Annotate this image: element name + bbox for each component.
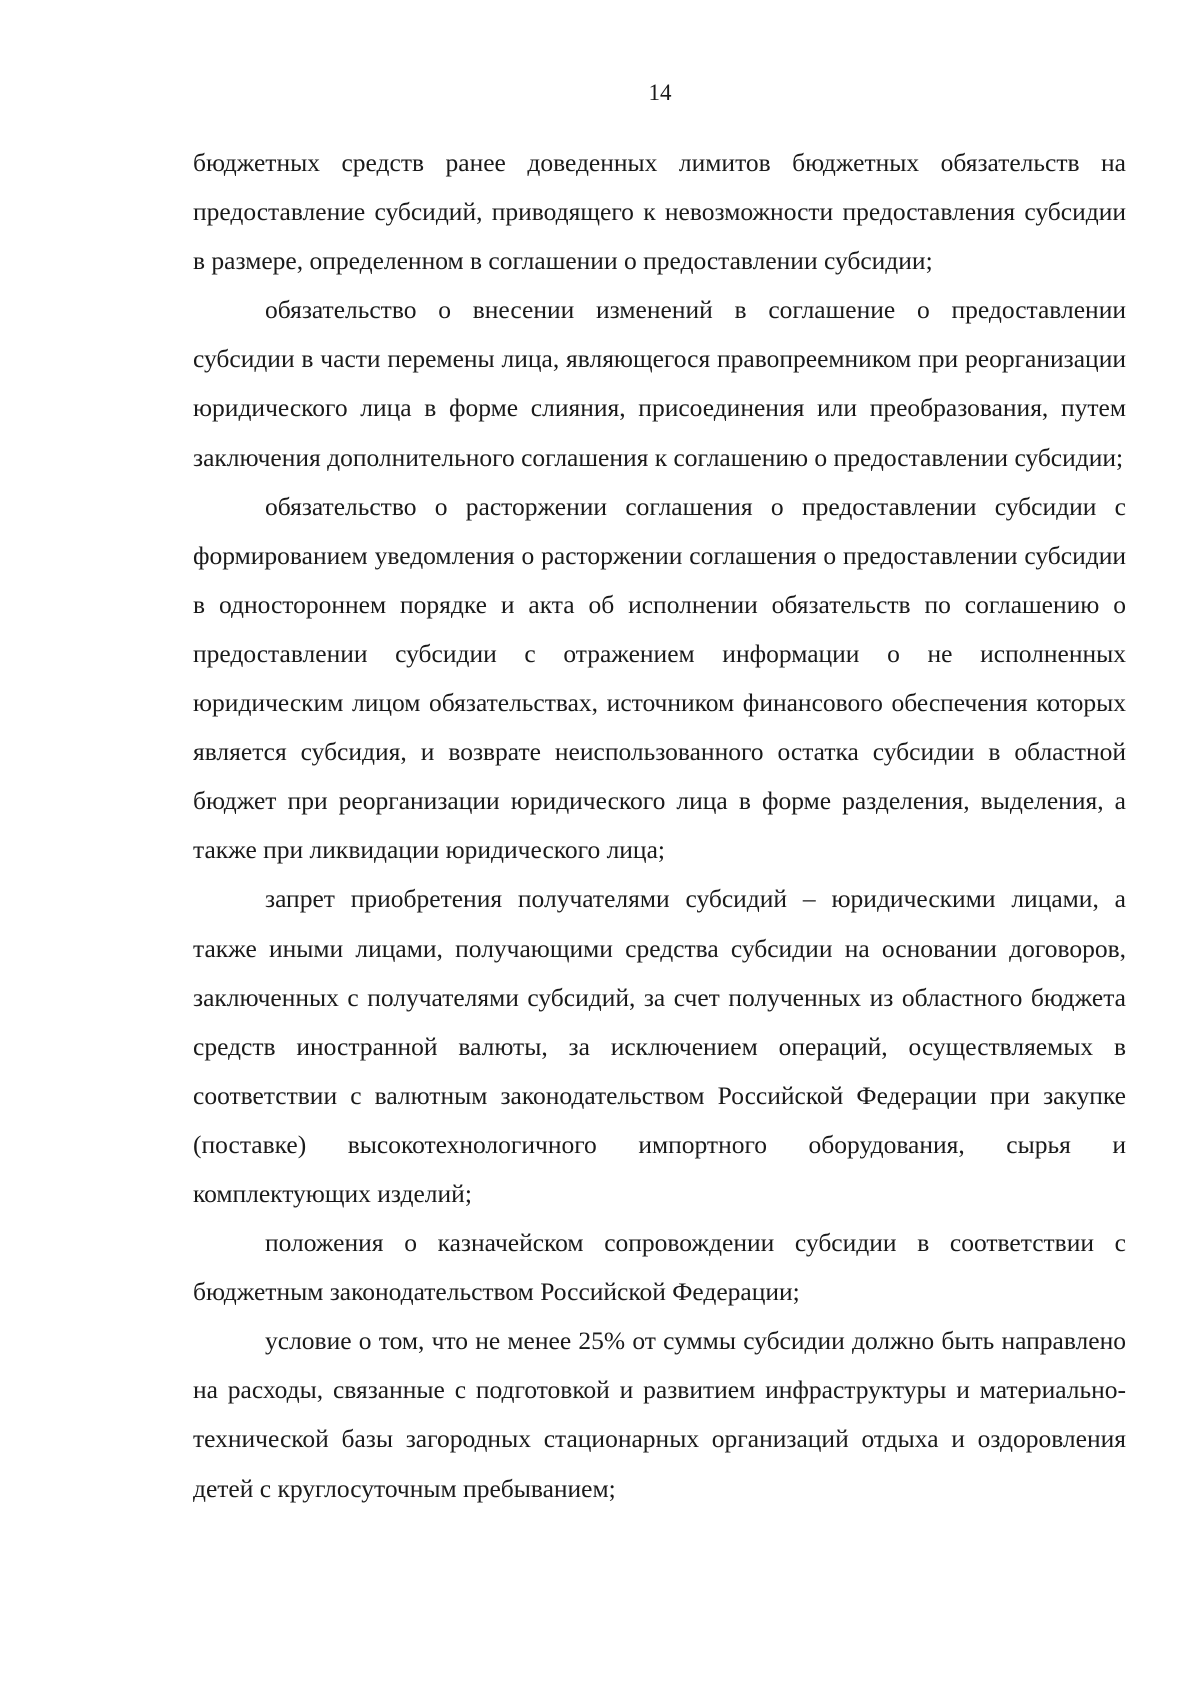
page-number: 14	[648, 80, 672, 105]
paragraph-amendment-obligation: обязательство о внесении изменений в соглашение о предоставлении субсидии в части перемены лица, являющегося правопреемником при реорганизации юридического лица в форме слияния, присоединения или преобразования, путем заключения дополнительного соглашения к соглашению о предоставлении субсидии;	[193, 295, 1126, 472]
paragraph-infrastructure-condition: условие о том, что не менее 25% от суммы субсидии должно быть направлено на расходы, связанные с подготовкой и развитием инфраструктуры и материально-технической базы загородных стационарных организаций отдыха и оздоровления детей с круглосуточным пребыванием;	[193, 1326, 1126, 1503]
paragraph-treasury-support: положения о казначейском сопровождении субсидии в соответствии с бюджетным законодательством Российской Федерации;	[193, 1228, 1126, 1307]
paragraph-continued: бюджетных средств ранее доведенных лимитов бюджетных обязательств на предоставление субсидий, приводящего к невозможности предоставления субсидии в размере, определенном в соглашении о предоставлении субсидии;	[193, 148, 1126, 276]
document-body	[193, 138, 1126, 1513]
paragraph-currency-prohibition: запрет приобретения получателями субсидий – юридическими лицами, а также иными лицами, получающими средства субсидии на основании договоров, заключенных с получателями субсидий, за счет полученных из областного бюджета средств иностранной валюты, за исключением операций, осуществляемых в соответствии с валютным законодательством Российской Федерации при закупке (поставке) высокотехнологичного импортного оборудования, сырья и комплектующих изделий;	[193, 884, 1126, 1208]
paragraph-termination-obligation: обязательство о расторжении соглашения о предоставлении субсидии с формированием уведомления о расторжении соглашения о предоставлении субсидии в одностороннем порядке и акта об исполнении обязательств по соглашению о предоставлении субсидии с отражением информации о не исполненных юридическим лицом обязательствах, источником финансового обеспечения которых является субсидия, и возврате неиспользованного остатка субсидии в областной бюджет при реорганизации юридического лица в форме разделения, выделения, а также при ликвидации юридического лица;	[193, 491, 1126, 865]
